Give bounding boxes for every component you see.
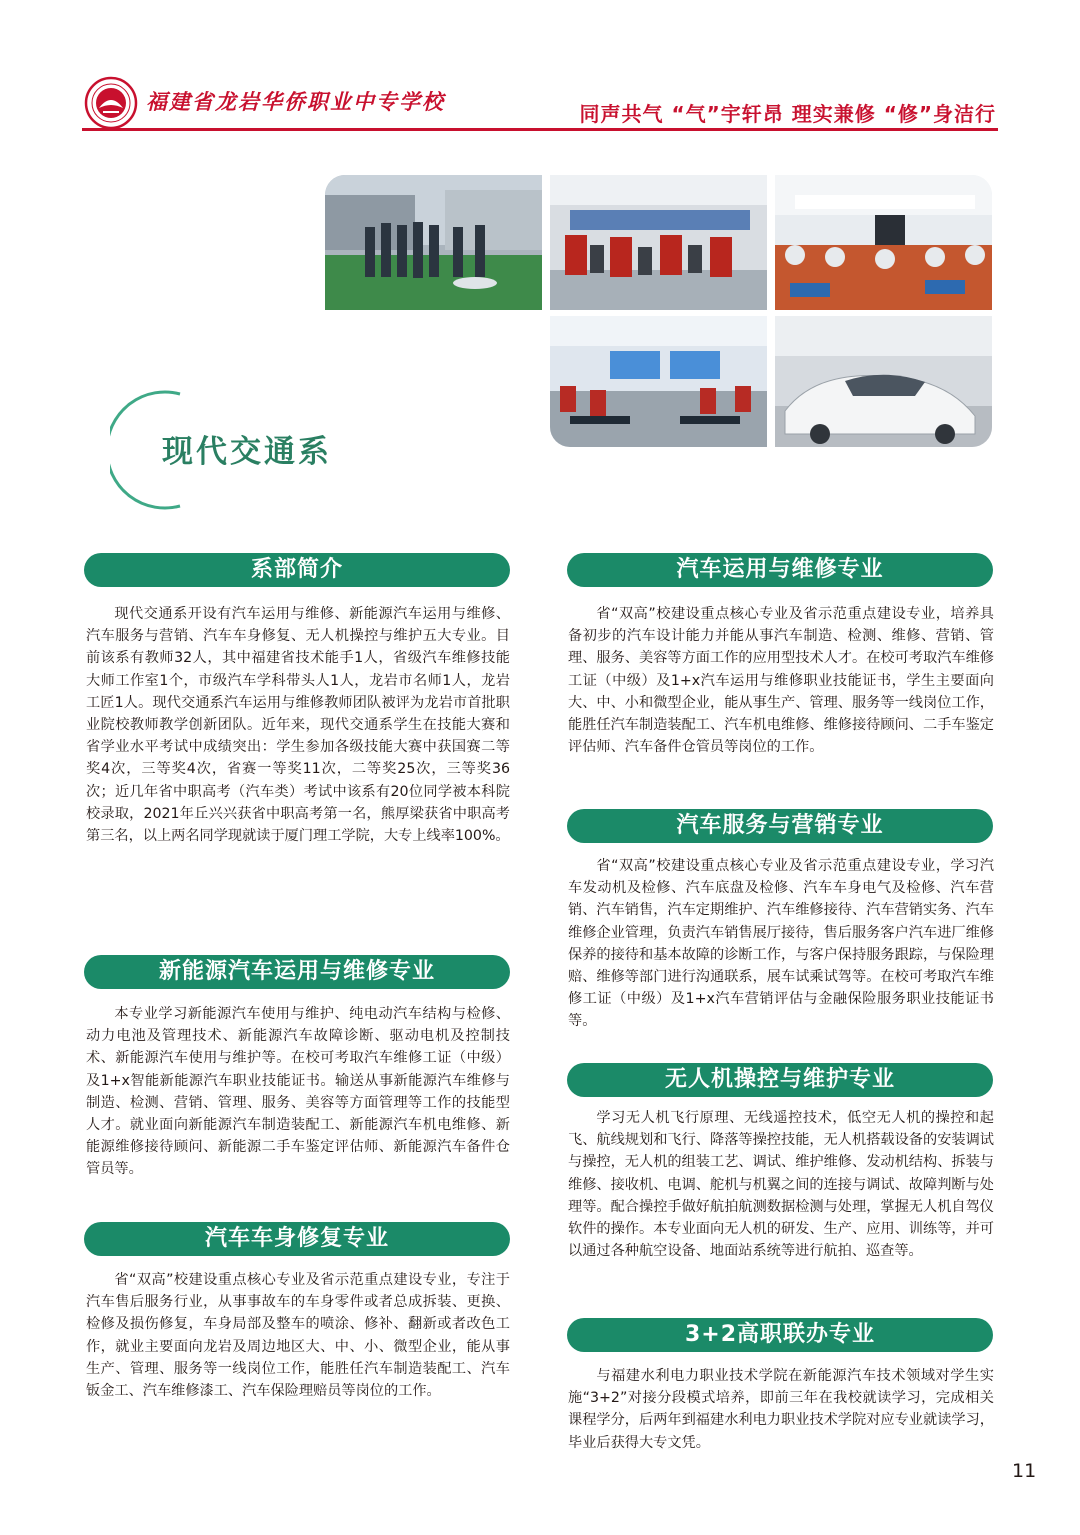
photo-computer-classroom	[550, 316, 767, 447]
section-body-auto-repair: 省“双高”校建设重点核心专业及省示范重点建设专业，培养具备初步的汽车设计能力并能从事汽车制造、检测、维修、营销、管理、服务、美容等方面工作的应用型技术人才。在校可考取汽车维修工证（中级）及1+x汽车运用与维修职业技能证书，学生主要面向大、中、小和微型企业，能从事生产、管理、服务等一线岗位工作，能胜任汽车制造装配工、汽车机电维修、维修接待顾问、二手车鉴定评估师、汽车备件仓管员等岗位的工作。	[568, 606, 994, 756]
section-header-auto-service: 汽车服务与营销专业	[567, 809, 993, 843]
section-header-body-repair: 汽车车身修复专业	[84, 1222, 510, 1256]
section-header-auto-repair: 汽车运用与维修专业	[567, 553, 993, 587]
slogan: 同声共气 “气”宇轩昂 理实兼修 “修”身洁行	[579, 102, 996, 126]
header-divider	[82, 128, 998, 131]
section-body-body-repair: 省“双高”校建设重点核心专业及省示范重点建设专业，专注于汽车售后服务行业，从事事故车的车身零件或者总成拆装、更换、检修及损伤修复，车身局部及整车的喷涂、修补、翻新或者改色工作，就业主要面向龙岩及周边地区大、中、小、微型企业，能从事生产、管理、服务等一线岗位工作，能胜任汽车制造装配工、汽车钣金工、汽车维修漆工、汽车保险理赔员等岗位的工作。	[86, 1272, 510, 1400]
school-name: 福建省龙岩华侨职业中专学校	[146, 89, 445, 114]
section-header-new-energy: 新能源汽车运用与维修专业	[84, 955, 510, 989]
section-body-drone: 学习无人机飞行原理、无线遥控技术，低空无人机的操控和起飞、航线规划和飞行、降落等操控技能，无人机搭载设备的安装调试与操控，无人机的组装工艺、调试、维护维修、发动机结构、拆装与维修、接收机、电调、舵机与机翼之间的连接与调试、故障判断与处理等。配合操控手做好航拍航测数据检测与处理，掌握无人机自驾仪软件的操作。本专业面向无人机的研发、生产、应用、训练等，并可以通过各种航空设备、地面站系统等进行航拍、巡查等。	[568, 1110, 994, 1260]
section-body-new-energy: 本专业学习新能源汽车使用与维护、纯电动汽车结构与检修、动力电池及管理技术、新能源汽车故障诊断、驱动电机及控制技术、新能源汽车使用与维护等。在校可考取汽车维修工证（中级）及1+x智能新能源汽车职业技能证书。输送从事新能源汽车维修与制造、检测、营销、管理、服务、美容等方面管理等工作的技能型人才。就业面向新能源汽车制造装配工、新能源汽车机电维修、新能源维修接待顾问、新能源二手车鉴定评估师、新能源汽车备件仓管员等。	[86, 1006, 510, 1178]
section-body-college: 与福建水利电力职业技术学院在新能源汽车技术领域对学生实施“3+2”对接分段模式培养，即前三年在我校就读学习，完成相关课程学分，后两年到福建水利电力职业技术学院对应专业就读学习，毕业后获得大专文凭。	[568, 1368, 994, 1451]
photo-auto-workshop	[550, 175, 767, 310]
section-body-intro: 现代交通系开设有汽车运用与维修、新能源汽车运用与维修、汽车服务与营销、汽车车身修复、无人机操控与维护五大专业。目前该系有教师32人，其中福建省技术能手1人，省级汽车维修技能大师工作室1个，市级汽车学科带头人1人，龙岩市名师1人，龙岩工匠1人。现代交通系汽车运用与维修教师团队被评为龙岩市首批职业院校教师教学创新团队。近年来，现代交通系学生在技能大赛和省学业水平考试中成绩突出：学生参加各级技能大赛中获国赛二等奖4次，三等奖4次，省赛一等奖11次，二等奖25次，三等奖36次；近几年省中职高考（汽车类）考试中该系有20位同学被本科院校录取，2021年丘兴兴获省中职高考第一名，熊厚梁获省中职高考第三名，以上两名同学现就读于厦门理工学院，大专上线率100%。	[86, 606, 510, 845]
school-logo	[84, 76, 138, 130]
section-header-drone: 无人机操控与维护专业	[567, 1063, 993, 1097]
photo-drone-training	[325, 175, 542, 310]
photo-car-showroom	[775, 316, 992, 447]
department-title: 现代交通系	[162, 434, 332, 470]
section-header-college: 3+2高职联办专业	[567, 1318, 993, 1352]
section-body-auto-service: 省“双高”校建设重点核心专业及省示范重点建设专业，学习汽车发动机及检修、汽车底盘及检修、汽车车身电气及检修、汽车营销、汽车销售，汽车定期维护、汽车维修接待、汽车营销实务、汽车维修企业管理，负责汽车销售展厅接待，售后服务客户汽车进厂维修保养的接待和基本故障的诊断工作，与客户保持服务跟踪，与保险理赔、维修等部门进行沟通联系，展车试乘试驾等。在校可考取汽车维修工证（中级）及1+x汽车营销评估与金融保险服务职业技能证书等。	[568, 858, 994, 1030]
page-number: 11	[1012, 1460, 1037, 1482]
section-header-intro: 系部简介	[84, 553, 510, 587]
photo-classroom-lecture	[775, 175, 992, 310]
